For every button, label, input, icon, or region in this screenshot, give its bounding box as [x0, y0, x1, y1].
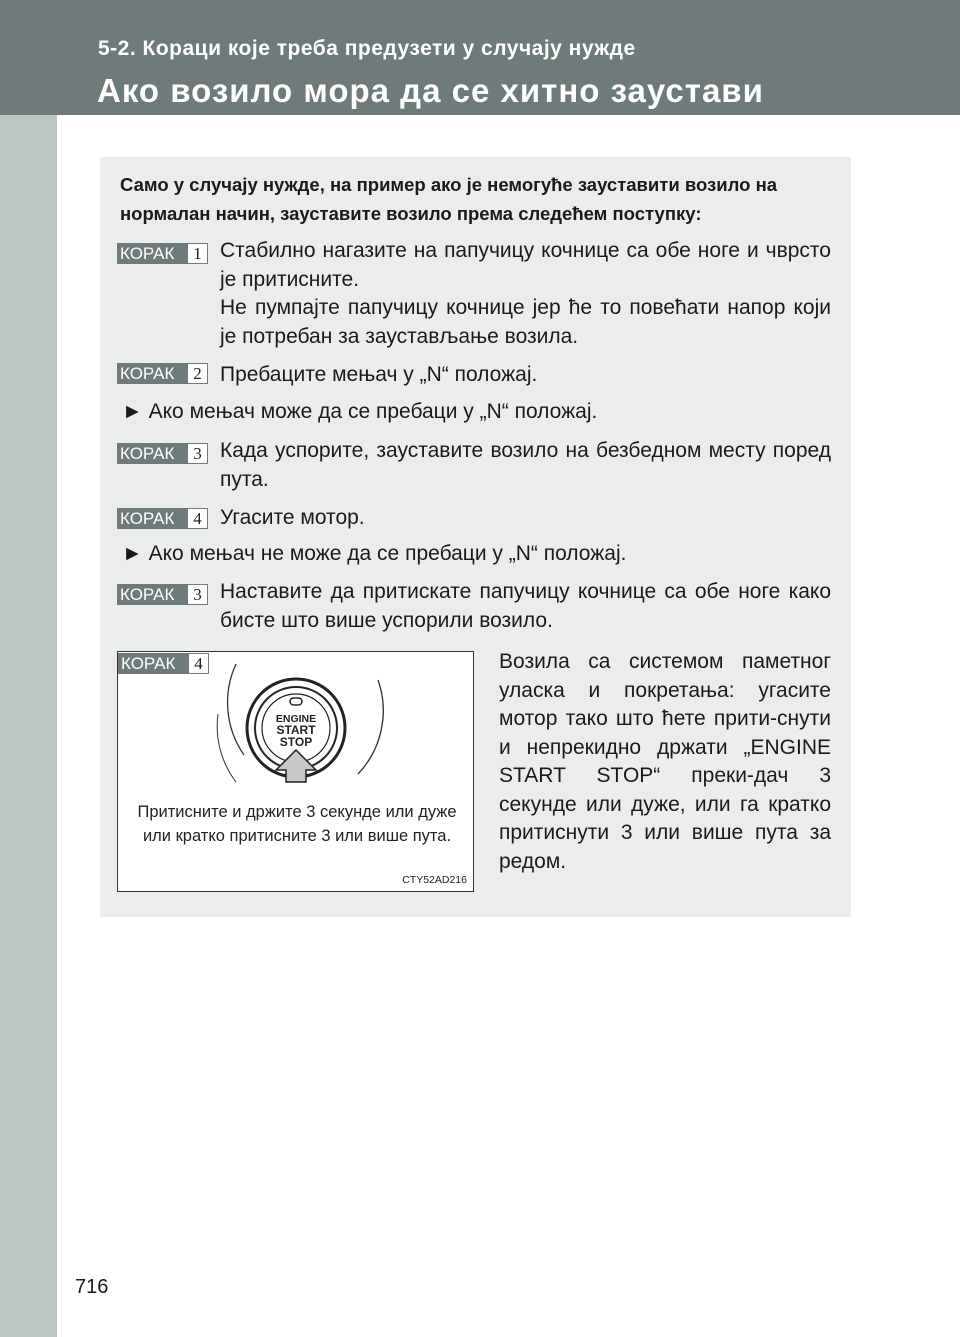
step-badge — [117, 443, 208, 464]
button-text: STOP — [279, 735, 313, 749]
step-number: 4 — [187, 508, 208, 529]
step-number: 1 — [187, 243, 208, 264]
step-label: КОРАК — [117, 363, 187, 384]
step-badge — [117, 243, 208, 264]
step-label: КОРАК — [117, 508, 187, 529]
step-number: 4 — [188, 653, 209, 674]
step-text-line: Стабилно нагазите на папучицу кочнице са обе ноге и чврсто је притисните. — [220, 239, 831, 291]
button-text: ENGINE — [275, 713, 317, 725]
step-badge — [117, 508, 208, 529]
step-number: 3 — [187, 584, 208, 605]
step-text-line: Угасите мотор. — [220, 506, 365, 529]
branch-heading: ► Ако мењач не може да се пребаци у „N“ положај. — [122, 542, 627, 565]
intro-text: Само у случају нужде, на пример ако је немогуће зауставити возило на нормалан начин, зауставите возило према следећем поступку: — [120, 174, 778, 224]
step-3-text — [220, 437, 831, 494]
figure-code: CTY52AD216 — [402, 874, 467, 886]
page-header — [0, 0, 960, 115]
step-label: КОРАК — [118, 653, 188, 674]
step-badge — [118, 653, 209, 674]
section-title: 5-2. Кораци које треба предузети у случају нужде — [98, 37, 636, 60]
step-badge — [117, 584, 208, 605]
button-text: START — [276, 723, 316, 737]
smart-entry-text: Возила са системом паметног уласка и покретања: угасите мотор тако што ћете прити-снути и непрекидно држати „ENGINE START STOP“ преки-дач 3 секунде или дуже, или га кратко притиснути 3 или више пута за редом. — [499, 650, 831, 873]
page-title: Ако возило мора да се хитно заустави — [97, 72, 764, 109]
step-text-line: Када успорите, зауставите возило на безбедном месту поред пута. — [220, 439, 831, 491]
step-label: КОРАК — [117, 443, 187, 464]
step-label: КОРАК — [117, 584, 187, 605]
figure-caption: Притисните и држите 3 секунде или дуже или кратко притисните 3 или више пута. — [137, 803, 457, 845]
branch-heading: ► Ако мењач може да се пребаци у „N“ положај. — [122, 400, 598, 423]
side-strip — [0, 0, 57, 1337]
step-text-line: Наставите да притискате папучицу кочнице са обе ноге како бисте што више успорили возило. — [220, 580, 831, 632]
step-text-line: Не пумпајте папучицу кочнице јер ће то повећати напор који је потребан за заустављање возила. — [220, 296, 831, 348]
engine-button-figure — [117, 651, 474, 892]
step-number: 2 — [187, 363, 208, 384]
step-1-text — [220, 237, 831, 351]
page-number: 716 — [75, 1276, 109, 1298]
step-text-line: Пребаците мењач у „N“ положај. — [220, 363, 538, 386]
step-2-text — [220, 361, 831, 390]
step-badge — [117, 363, 208, 384]
step-4-text — [220, 504, 831, 533]
step-label: КОРАК — [117, 243, 187, 264]
step-3b-text — [220, 578, 831, 635]
engine-start-stop-illustration — [118, 652, 475, 893]
step-number: 3 — [187, 443, 208, 464]
